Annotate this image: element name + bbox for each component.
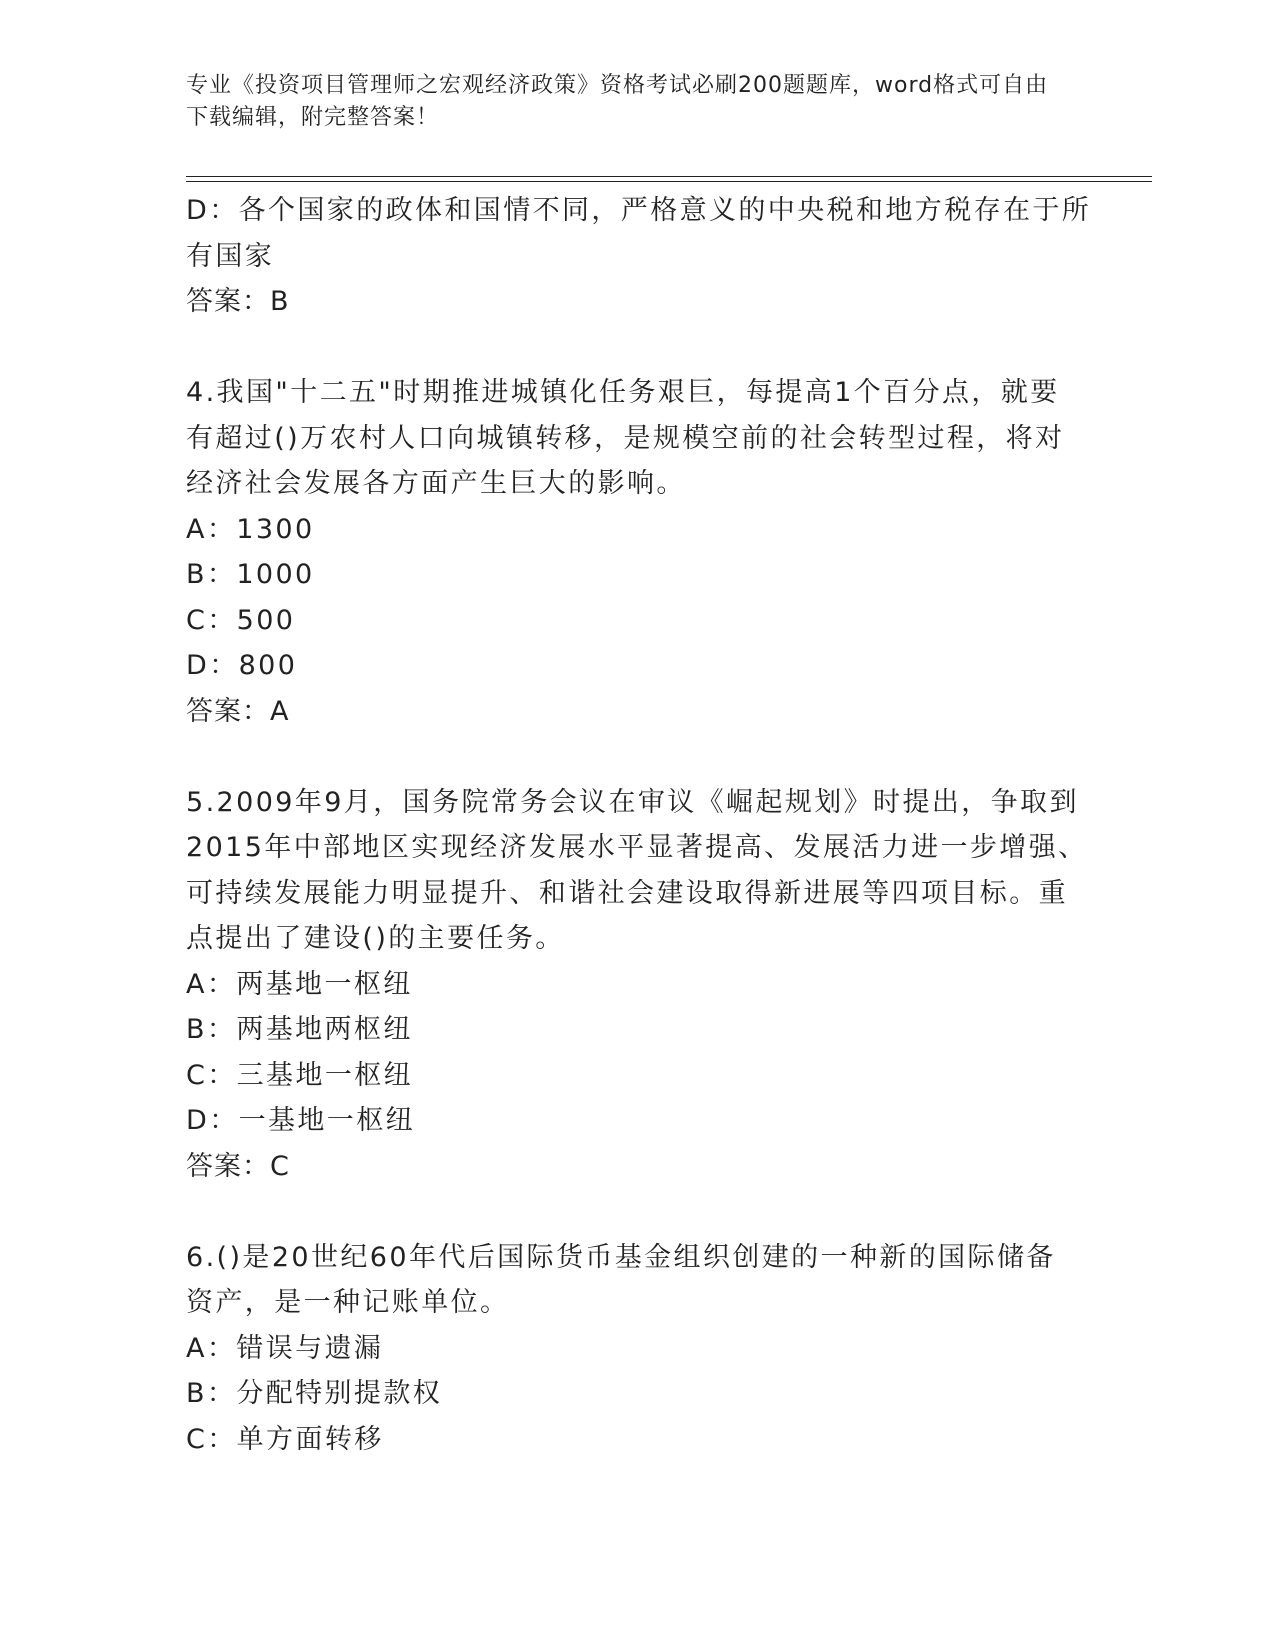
- option-d: D：800: [186, 650, 298, 681]
- spacer: [186, 325, 1086, 371]
- option-b: B：分配特别提款权: [186, 1378, 443, 1409]
- option-a: A：两基地一枢纽: [186, 968, 413, 1000]
- question-6: [186, 1235, 1086, 1463]
- option-d: D：各个国家的政体和国情不同，严格意义的中央税和地方税存在于所: [186, 195, 1092, 226]
- answer: 答案：C: [186, 1150, 290, 1182]
- option-b: B：两基地两枢纽: [186, 1014, 413, 1045]
- option-d-continued: 有国家: [186, 240, 275, 272]
- option-b: B：1000: [186, 559, 315, 590]
- question-text: 有超过()万农村人口向城镇转移，是规模空前的社会转型过程，将对: [186, 422, 1065, 454]
- question-text: 点提出了建设()的主要任务。: [186, 923, 565, 954]
- option-c: C：单方面转移: [186, 1423, 384, 1455]
- document-body: [186, 188, 1092, 1462]
- question-text: 2015年中部地区实现经济发展水平显著提高、发展活力进一步增强、: [186, 832, 1088, 863]
- question-text: 5.2009年9月，国务院常务会议在审议《崛起规划》时提出，争取到: [186, 786, 1079, 818]
- answer: 答案：A: [186, 695, 290, 727]
- option-c: C：500: [186, 604, 296, 636]
- spacer: [186, 734, 1086, 780]
- question-text: 6.()是20世纪60年代后国际货币基金组织创建的一种新的国际储备: [186, 1241, 1056, 1273]
- header-divider: [186, 176, 1152, 182]
- question-4: [186, 370, 1086, 734]
- question-3-tail: [186, 188, 1092, 325]
- question-text: 4.我国"十二五"时期推进城镇化任务艰巨，每提高1个百分点，就要: [186, 377, 1060, 408]
- answer: 答案：B: [186, 286, 290, 317]
- question-text: 可持续发展能力明显提升、和谐社会建设取得新进展等四项目标。重: [186, 877, 1068, 909]
- document-header: [186, 70, 1066, 134]
- spacer: [186, 1189, 1086, 1235]
- option-a: A：1300: [186, 513, 315, 545]
- option-a: A：错误与遗漏: [186, 1332, 384, 1364]
- question-text: 资产，是一种记账单位。: [186, 1287, 510, 1318]
- question-5: [186, 780, 1086, 1190]
- document-title: 专业《投资项目管理师之宏观经济政策》资格考试必刷200题题库，word格式可自由下载编辑，附完整答案！: [186, 73, 1049, 130]
- question-text: 经济社会发展各方面产生巨大的影响。: [186, 468, 686, 499]
- option-c: C：三基地一枢纽: [186, 1059, 414, 1091]
- option-d: D：一基地一枢纽: [186, 1105, 415, 1136]
